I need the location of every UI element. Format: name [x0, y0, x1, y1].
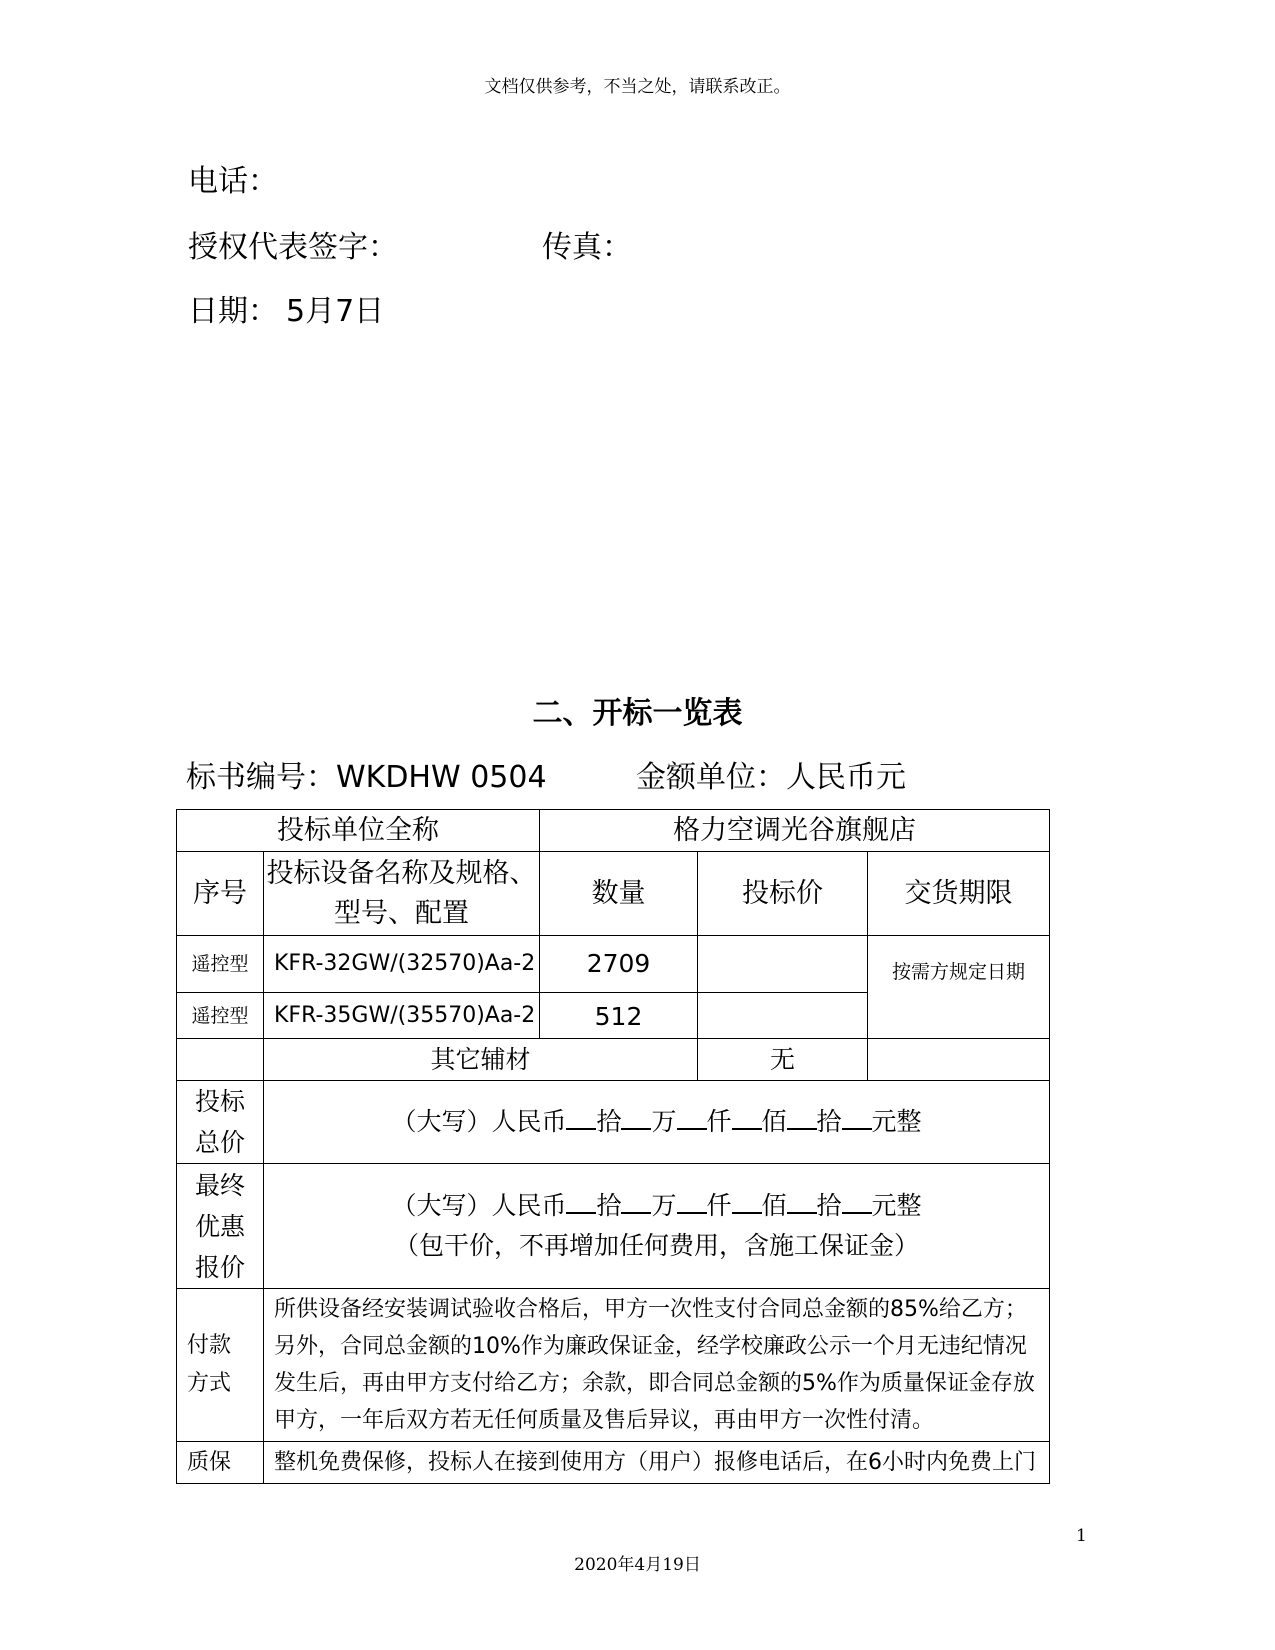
date-line: [188, 294, 384, 330]
other-materials-value: 无: [698, 1039, 868, 1081]
header-qty: 数量: [540, 852, 698, 936]
final-price-note: （包干价，不再增加任何费用，含施工保证金）: [394, 1231, 920, 1260]
phone-line: [188, 164, 278, 200]
final-price-label: [177, 1164, 264, 1289]
bidder-row: [177, 810, 1050, 852]
payment-label: [177, 1289, 264, 1442]
table-row: [177, 936, 1050, 993]
bid-number-value: WKDHW 0504: [336, 760, 547, 795]
unit-shi: 拾: [816, 1191, 842, 1220]
page-number: 1: [1076, 1526, 1087, 1546]
other-materials-row: [177, 1039, 1050, 1081]
total-price-amount: [264, 1081, 1050, 1164]
payment-label-line1: 付款: [187, 1333, 232, 1358]
payment-terms: 所供设备经安装调试验收合格后，甲方一次性支付合同总金额的85%给乙方；另外，合同总金额的10%作为廉政保证金，经学校廉政公示一个月无违纪情况发生后，再由甲方支付给乙方；余款，即合同总金额的5%作为质量保证金存放甲方，一年后双方若无任何质量及售后异议，再由甲方一次性付清。: [264, 1289, 1050, 1442]
final-price-row: [177, 1164, 1050, 1289]
deadline-value: 按需方规定日期: [868, 936, 1050, 1039]
item-model: KFR-35GW/(35570)Aa-2: [264, 993, 540, 1039]
item-qty: 2709: [540, 936, 698, 993]
unit-qian: 仟: [706, 1107, 732, 1136]
payment-row: [177, 1289, 1050, 1442]
date-label: 日期：: [188, 294, 278, 329]
other-materials-label: 其它辅材: [264, 1039, 698, 1081]
unit-shi: 拾: [816, 1107, 842, 1136]
unit-yuan: 元整: [871, 1191, 922, 1220]
item-seq: 遥控型: [177, 993, 264, 1039]
unit-qian: 仟: [706, 1191, 732, 1220]
signature-label: 授权代表签字：: [188, 230, 398, 265]
header-name: 投标设备名称及规格、型号、配置: [264, 852, 540, 936]
total-label-line2: 总价: [194, 1128, 245, 1157]
final-prefix: （大写）人民币: [391, 1191, 567, 1220]
bidder-value: 格力空调光谷旗舰店: [540, 810, 1050, 852]
unit-bai: 佰: [761, 1191, 787, 1220]
header-price: 投标价: [698, 852, 868, 936]
bid-number: [186, 758, 547, 798]
header-row: [177, 852, 1050, 936]
item-qty: 512: [540, 993, 698, 1039]
total-price-label: [177, 1081, 264, 1164]
header-note: 文档仅供参考，不当之处，请联系改正。: [484, 77, 791, 97]
total-label-line1: 投标: [194, 1087, 245, 1116]
fax-label: 传真：: [542, 230, 632, 265]
header-deadline: 交货期限: [868, 852, 1050, 936]
warranty-label: 质保: [177, 1442, 264, 1484]
unit-wan: 万: [651, 1107, 677, 1136]
item-model: KFR-32GW/(32570)Aa-2: [264, 936, 540, 993]
unit-bai: 佰: [761, 1107, 787, 1136]
currency-unit: 金额单位：人民币元: [636, 760, 906, 795]
date-value: 5月7日: [286, 294, 385, 329]
total-prefix: （大写）人民币: [391, 1107, 567, 1136]
unit-wan: 万: [651, 1191, 677, 1220]
final-price-amount: [264, 1164, 1050, 1289]
final-label-line1: 最终: [194, 1170, 245, 1200]
footer-date: 2020年4月19日: [574, 1555, 701, 1575]
header-seq: 序号: [177, 852, 264, 936]
total-price-row: [177, 1081, 1050, 1164]
other-materials-empty: [177, 1039, 264, 1081]
unit-shi: 拾: [596, 1107, 622, 1136]
warranty-row: [177, 1442, 1050, 1484]
final-label-line3: 报价: [194, 1252, 245, 1282]
final-label-line2: 优惠: [194, 1211, 245, 1241]
item-price: [698, 993, 868, 1039]
item-price: [698, 936, 868, 993]
payment-label-line2: 方式: [187, 1371, 232, 1396]
bid-opening-table: [176, 809, 1050, 1484]
warranty-terms: 整机免费保修，投标人在接到使用方（用户）报修电话后，在6小时内免费上门: [264, 1442, 1050, 1484]
unit-yuan: 元整: [871, 1107, 922, 1136]
phone-label: 电话：: [188, 164, 278, 199]
bidder-label: 投标单位全称: [177, 810, 540, 852]
bid-number-label: 标书编号：: [186, 760, 336, 795]
unit-shi: 拾: [596, 1191, 622, 1220]
section-title: 二、开标一览表: [532, 696, 743, 731]
signature-line: [188, 230, 398, 266]
other-materials-blank: [868, 1039, 1050, 1081]
item-seq: 遥控型: [177, 936, 264, 993]
